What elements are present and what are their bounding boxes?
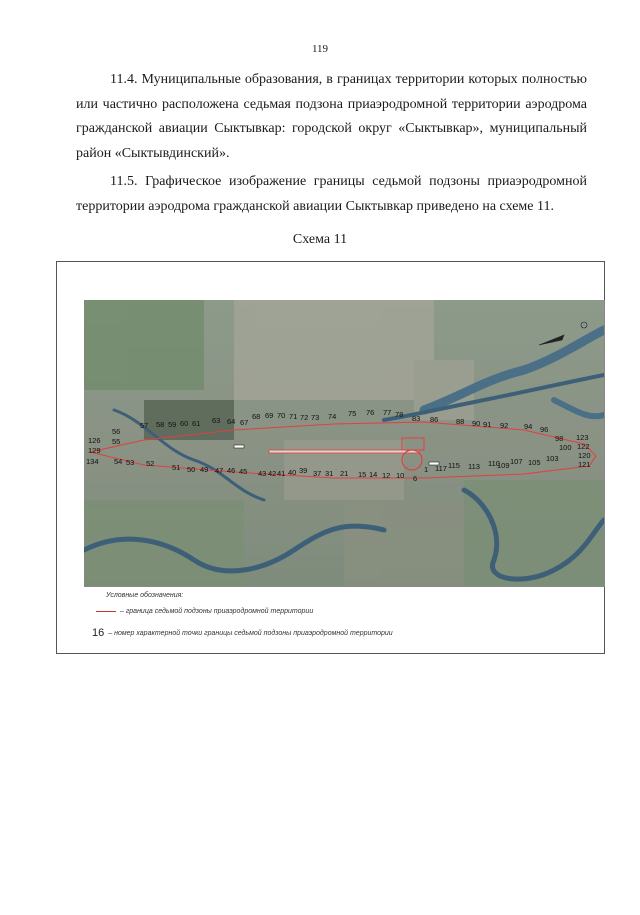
point-label-55: 55 [112, 437, 121, 446]
point-label-126: 126 [88, 436, 101, 445]
point-label-40: 40 [288, 468, 297, 477]
point-label-77: 77 [383, 408, 392, 417]
legend-boundary-label: – граница седьмой подзоны приаэродромной территории [120, 608, 314, 615]
point-label-12: 12 [382, 471, 391, 480]
point-label-134: 134 [86, 457, 99, 466]
legend-title: Условные обозначения: [106, 592, 184, 599]
point-label-117: 117 [435, 464, 447, 473]
point-label-69: 69 [265, 411, 274, 420]
legend-boundary-line [96, 611, 116, 612]
point-label-109: 109 [497, 461, 510, 470]
point-label-100: 100 [559, 443, 572, 452]
point-label-110: 110 [488, 459, 500, 468]
point-label-120: 120 [578, 451, 591, 460]
point-label-53: 53 [126, 458, 135, 467]
point-label-51: 51 [172, 463, 181, 472]
paragraph-2-text: 11.5. Графическое изображение границы седьмой подзоны приаэродромной территории аэродрома гражданской авиации Сыктывкар приведено на схеме 11. [76, 174, 587, 214]
point-label-56: 56 [112, 427, 121, 436]
point-label-67: 67 [240, 418, 249, 427]
point-label-71: 71 [289, 412, 298, 421]
point-label-94: 94 [524, 422, 533, 431]
point-label-21: 21 [340, 469, 349, 478]
point-label-54: 54 [114, 457, 123, 466]
paragraph-graphic [76, 170, 587, 219]
point-label-52: 52 [146, 459, 155, 468]
page-number: 119 [311, 43, 329, 55]
point-label-70: 70 [277, 411, 286, 420]
point-label-123: 123 [576, 433, 589, 442]
point-label-88: 88 [456, 417, 465, 426]
point-label-39: 39 [299, 466, 308, 475]
point-label-58: 58 [156, 420, 165, 429]
point-label-86: 86 [430, 415, 439, 424]
point-label-96: 96 [540, 425, 549, 434]
scheme-caption: Схема 11 [292, 232, 348, 247]
point-label-68: 68 [252, 412, 261, 421]
point-label-113: 113 [468, 462, 480, 471]
point-label-72: 72 [300, 413, 309, 422]
point-label-73: 73 [311, 413, 320, 422]
point-label-83: 83 [412, 414, 421, 423]
point-label-91: 91 [483, 420, 492, 429]
legend-point-label: – номер характерной точки границы седьмой подзоны приаэродромной территории [108, 629, 393, 637]
point-label-121: 121 [578, 460, 591, 469]
point-label-115: 115 [448, 461, 460, 470]
point-label-90: 90 [472, 419, 481, 428]
point-label-1: 1 [424, 465, 429, 474]
point-label-10: 10 [396, 471, 405, 480]
point-label-59: 59 [168, 420, 177, 429]
point-label-122: 122 [577, 442, 590, 451]
point-label-61: 61 [192, 419, 201, 428]
legend-boundary-row [96, 608, 313, 615]
point-label-14: 14 [369, 470, 378, 479]
point-label-42: 42 [268, 469, 277, 478]
point-label-105: 105 [528, 458, 541, 467]
point-label-45: 45 [239, 467, 248, 476]
point-label-57: 57 [140, 421, 149, 430]
satellite-map [84, 300, 605, 587]
point-label-43: 43 [258, 469, 267, 478]
legend-point-row [92, 627, 393, 639]
point-label-103: 103 [546, 454, 559, 463]
point-label-50: 50 [187, 465, 196, 474]
point-label-60: 60 [180, 419, 189, 428]
point-label-76: 76 [366, 408, 375, 417]
legend-point-number: 16 [92, 627, 105, 639]
point-label-41: 41 [277, 469, 286, 478]
point-label-15: 15 [358, 470, 367, 479]
point-label-107: 107 [510, 457, 523, 466]
point-label-64: 64 [227, 417, 236, 426]
runway [269, 450, 419, 453]
point-label-74: 74 [328, 412, 337, 421]
map-svg [84, 300, 604, 586]
point-label-37: 37 [313, 469, 322, 478]
point-label-46: 46 [227, 466, 236, 475]
point-label-92: 92 [500, 421, 509, 430]
point-label-75: 75 [348, 409, 357, 418]
point-label-63: 63 [212, 416, 221, 425]
point-label-98: 98 [555, 434, 564, 443]
paragraph-municipalities [76, 68, 587, 166]
point-label-47: 47 [215, 466, 224, 475]
paragraph-1-text: 11.4. Муниципальные образования, в границах территории которых полностью или частично расположена седьмая подзона приаэродромной территории аэродрома гражданской авиации Сыктывкар: городской округ «Сыктывкар», муниципальный район «Сыктывдинский». [76, 72, 587, 161]
point-label-49: 49 [200, 465, 209, 474]
point-label-6: 6 [413, 474, 418, 483]
point-label-129: 129 [88, 446, 101, 455]
point-label-78: 78 [395, 410, 404, 419]
point-label-31: 31 [325, 469, 334, 478]
